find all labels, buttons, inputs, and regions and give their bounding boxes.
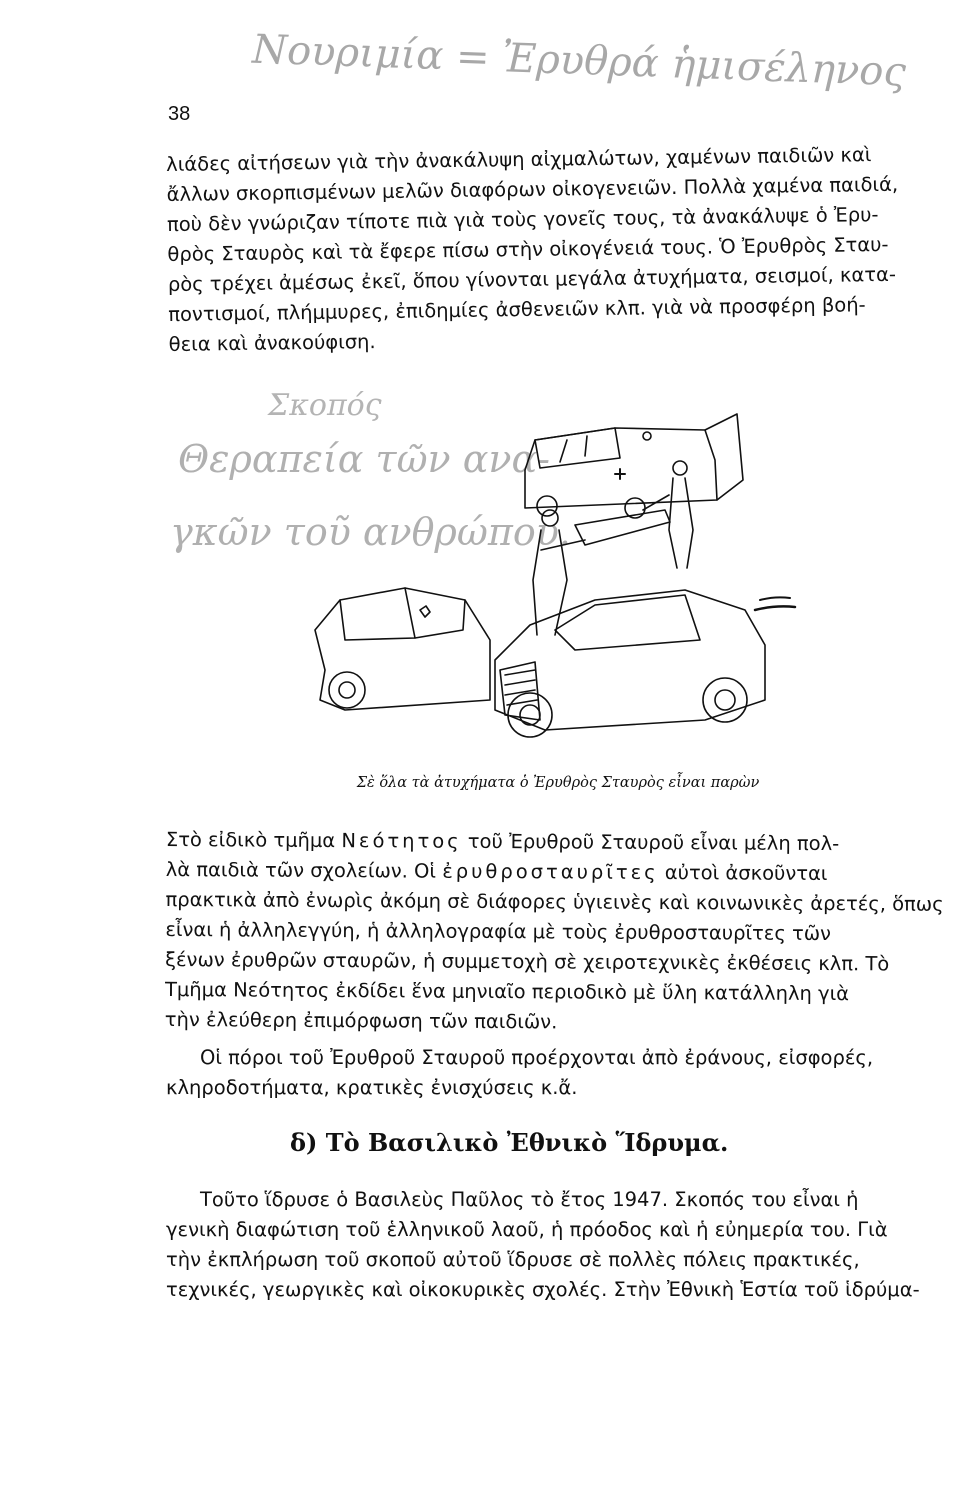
text-line: ποντισμοί, πλήμμυρες, ἐπιδημίες ἀσθενειῶν κλπ. γιὰ νὰ προσφέρη βοή- [168, 293, 866, 326]
text-run: τοῦ Ἐρυθροῦ Σταυροῦ εἶναι μέλη πολ- [467, 829, 840, 856]
text-line: κληροδοτήματα, κρατικὲς ἐνισχύσεις κ.ἄ. [166, 1076, 578, 1099]
paragraph-royal-foundation [166, 1185, 930, 1305]
left-car [315, 588, 490, 710]
emphasized-term: Νεότητος [341, 829, 462, 853]
text-run: λὰ παιδιὰ τῶν σχολείων. Οἱ [165, 857, 437, 883]
text-run: αὐτοὶ ἀσκοῦνται [664, 861, 828, 886]
text-line: τεχνικές, γεωργικὲς καὶ οἰκοκυρικὲς σχολές. Στὴν Ἐθνικὴ Ἑστία τοῦ ἱδρύμα- [166, 1278, 920, 1301]
handwritten-note-skopos: Σκοπός [268, 388, 382, 423]
text-line: λιάδες αἰτήσεων γιὰ τὴν ἀνακάλυψη αἰχμαλώτων, χαμένων παιδιῶν καὶ [166, 143, 872, 176]
figure-caption: Σὲ ὅλα τὰ ἀτυχήματα ὁ Ἐρυθρὸς Σταυρὸς εἶναι παρὼν [356, 775, 760, 791]
text-line: Τμῆμα Νεότητος ἐκδίδει ἕνα μηνιαῖο περιοδικὸ μὲ ὕλη κατάλληλη γιὰ [164, 977, 850, 1006]
handwritten-note-anagkon: γκῶν τοῦ ανθρώπου. [170, 510, 571, 554]
text-line: Τοῦτο ἵδρυσε ὁ Βασιλεὺς Παῦλος τὸ ἔτος 1947. Σκοπός του εἶναι ἡ [200, 1188, 859, 1211]
right-car [495, 590, 795, 737]
text-line: εἶναι ἡ ἀλληλεγγύη, ἡ ἀλληλογραφία μὲ τοὺς ἐρυθροσταυρῖτες τῶν [165, 917, 832, 946]
text-line: ξένων ἐρυθρῶν σταυρῶν, ἡ συμμετοχὴ σὲ χειροτεχνικὲς ἐκθέσεις κλπ. Τὸ [165, 947, 890, 976]
text-line: τὴν ἐκπλήρωση τοῦ σκοποῦ αὐτοῦ ἵδρυσε σὲ πολλὲς πόλεις πρακτικές, [166, 1248, 860, 1271]
text-line: γενικὴ διαφώτιση τοῦ ἑλληνικοῦ λαοῦ, ἡ πρόοδος καὶ ἡ εὐημερία του. Γιὰ [166, 1218, 888, 1241]
stretcher-bearers [533, 461, 693, 635]
page-number: 38 [168, 103, 191, 125]
text-line: ποὺ δὲν γνώριζαν τίποτε πιὰ γιὰ τοὺς γονεῖς τους, τὰ ἀνακάλυψε ὁ Ἐρυ- [166, 203, 879, 236]
paragraph-funding [166, 1043, 930, 1103]
text-line: πρακτικὰ ἀπὸ ἐνωρὶς ἀκόμη σὲ διάφορες ὑγιεινὲς καὶ κοινωνικὲς ἀρετές, ὅπως [165, 887, 944, 916]
handwritten-note-therapeia: Θεραπεία τῶν ανα- [178, 437, 551, 481]
text-line: Οἱ πόροι τοῦ Ἐρυθροῦ Σταυροῦ προέρχονται ἀπὸ ἐράνους, εἰσφορές, [200, 1046, 874, 1069]
accident-illustration [285, 400, 805, 760]
text-line: ρὸς τρέχει ἀμέσως ἐκεῖ, ὅπου γίνονται μεγάλα ἀτυχήματα, σεισμοί, κατα- [167, 262, 897, 296]
handwritten-note-top: Νουριμία = Ἐρυθρά ἡμισέληνος [251, 26, 907, 96]
text-line: θεια καὶ ἀνακούφιση. [168, 330, 376, 356]
emphasized-term: ἐρυθροσταυρῖτες [442, 859, 659, 885]
paragraph-youth-section [164, 825, 944, 1040]
section-heading: δ) Τὸ Βασιλικὸ Ἐθνικὸ Ἵδρυμα. [290, 1128, 729, 1157]
text-run: Στὸ εἰδικὸ τμῆμα [165, 827, 336, 853]
text-line: θρὸς Σταυρὸς καὶ τὰ ἔφερε πίσω στὴν οἰκογένειά τους. Ὁ Ἐρυθρὸς Σταυ- [167, 232, 889, 266]
paragraph-red-cross-relief [166, 139, 933, 360]
text-line: ἄλλων σκορπισμένων μελῶν διαφόρων οἰκογενειῶν. Πολλὰ χαμένα παιδιά, [166, 172, 899, 206]
ambulance [525, 414, 743, 518]
text-line: τὴν ἐλεύθερη ἐπιμόρφωση τῶν παιδιῶν. [164, 1007, 558, 1034]
text-line [166, 855, 930, 890]
text-line [166, 825, 930, 860]
